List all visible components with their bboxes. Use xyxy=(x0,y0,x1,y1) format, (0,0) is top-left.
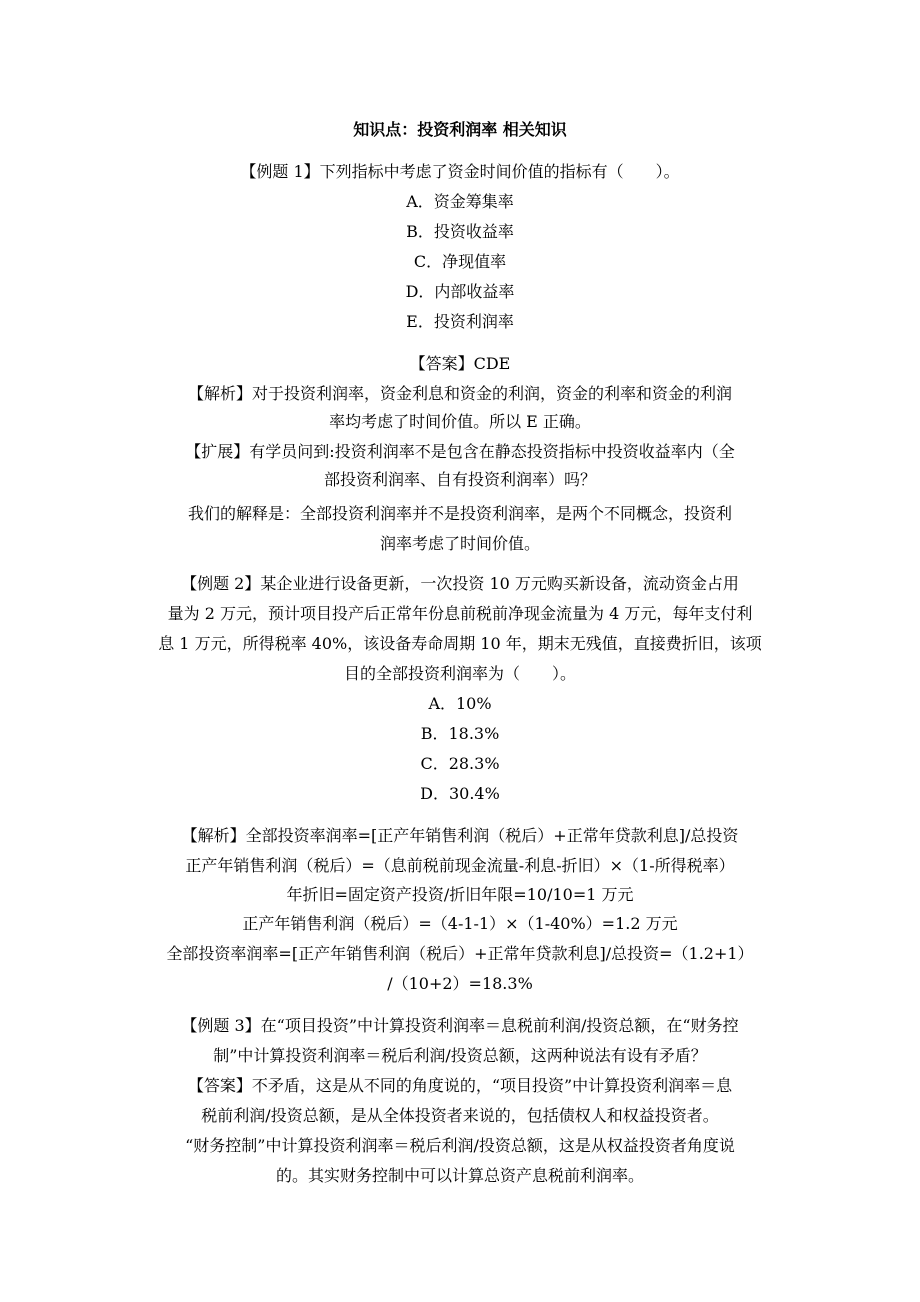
q2-stem-line: 【例题 2】某企业进行设备更新，一次投资 10 万元购买新设备，流动资金占用 xyxy=(181,574,739,593)
q3-answer-line: 税前利润/投资总额，是从全体投资者来说的，包括债权人和权益投资者。 xyxy=(201,1106,719,1125)
q1-option-a: A．资金筹集率 xyxy=(406,192,514,211)
q3-stem-line: 【例题 3】在“项目投资”中计算投资利润率＝息税前利润/投资总额，在“财务控 xyxy=(181,1016,739,1035)
q3-stem-line: 制”中计算投资利润率＝税后利润/投资总额，这两种说法有设有矛盾？ xyxy=(213,1046,707,1065)
q2-explain-line: 年折旧=固定资产投资/折旧年限=10/10=1 万元 xyxy=(286,885,634,904)
q2-explain-line: 【解析】全部投资率润率=[正产年销售利润（税后）+正常年贷款利息]/总投资 xyxy=(181,826,739,845)
page-title: 知识点：投资利润率 相关知识 xyxy=(353,120,567,139)
q2-explain-line: 正产年销售利润（税后）=（息前税前现金流量-利息-折旧）×（1-所得税率） xyxy=(185,856,735,875)
q1-option-d: D．内部收益率 xyxy=(405,282,515,301)
q1-option-c: C．净现值率 xyxy=(413,252,507,271)
q1-answer: 【答案】CDE xyxy=(409,354,511,373)
q2-explain-line: /（10+2）=18.3% xyxy=(387,974,533,993)
q1-explain-line: 【解析】对于投资利润率，资金利息和资金的利润，资金的利率和资金的利润 xyxy=(187,384,732,403)
q2-option-d: D．30.4% xyxy=(420,784,500,803)
q1-option-b: B．投资收益率 xyxy=(406,222,514,241)
q1-reply-line: 润率考虑了时间价值。 xyxy=(379,534,540,553)
q2-option-a: A．10% xyxy=(428,694,492,713)
q2-stem-line: 息 1 万元，所得税率 40%，该设备寿命周期 10 年，期末无残值，直接费折旧，该项 xyxy=(158,634,762,653)
q2-explain-line: 正产年销售利润（税后）=（4-1-1）×（1-40%）=1.2 万元 xyxy=(242,914,678,933)
q2-stem-line: 目的全部投资利润率为（ ）。 xyxy=(343,664,576,683)
q1-stem: 【例题 1】下列指标中考虑了资金时间价值的指标有（ ）。 xyxy=(240,162,680,181)
q1-explain-line: 率均考虑了时间价值。所以 E 正确。 xyxy=(329,412,591,431)
q1-extend-line: 【扩展】有学员问到:投资利润率不是包含在静态投资指标中投资收益率内（全 xyxy=(185,442,735,461)
q2-explain-line: 全部投资率润率=[正产年销售利润（税后）+正常年贷款利息]/总投资=（1.2+1） xyxy=(166,944,754,963)
q2-stem-line: 量为 2 万元，预计项目投产后正常年份息前税前净现金流量为 4 万元，每年支付利 xyxy=(167,604,753,623)
q2-option-b: B．18.3% xyxy=(420,724,500,743)
q1-reply-line: 我们的解释是：全部投资利润率并不是投资利润率，是两个不同概念，投资利 xyxy=(187,504,732,523)
q1-option-e: E．投资利润率 xyxy=(406,312,514,331)
q2-option-c: C．28.3% xyxy=(420,754,500,773)
q3-note-line: “财务控制”中计算投资利润率＝税后利润/投资总额，这是从权益投资者角度说 xyxy=(185,1136,735,1155)
q3-note-line: 的。其实财务控制中可以计算总资产息税前利润率。 xyxy=(275,1166,644,1185)
q3-answer-line: 【答案】不矛盾，这是从不同的角度说的，“项目投资”中计算投资利润率＝息 xyxy=(187,1076,733,1095)
q1-extend-line: 部投资利润率、自有投资利润率）吗？ xyxy=(323,470,596,489)
